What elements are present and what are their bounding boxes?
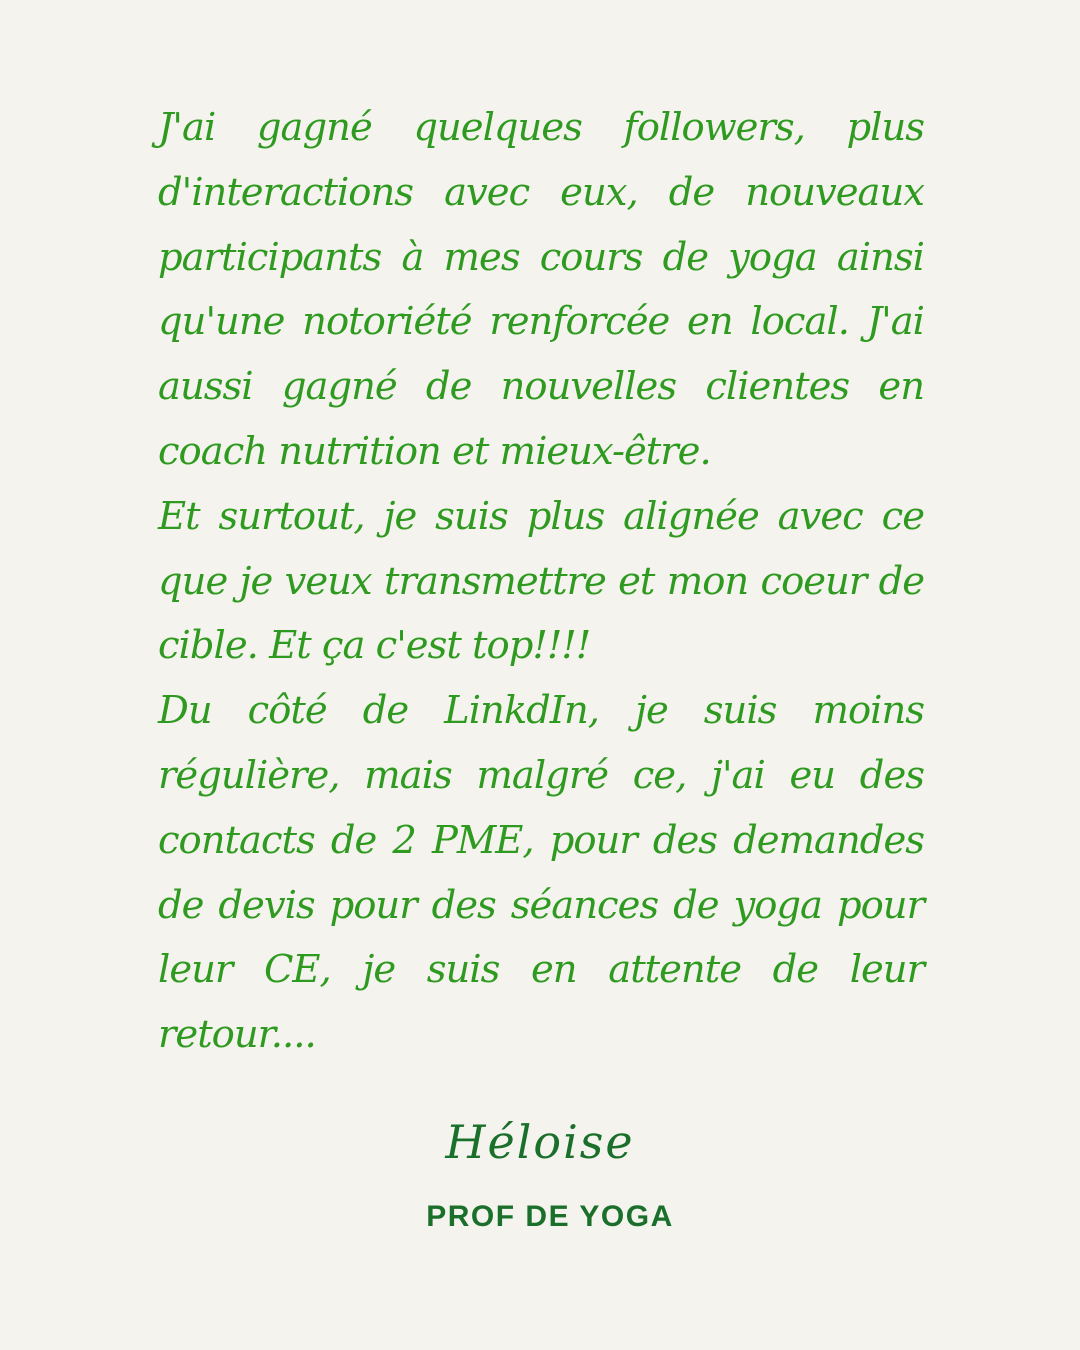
testimonial-paragraph-2: Et surtout, je suis plus alignée avec ce que je veux transmettre et mon coeur de cible. Et ça c'est top!!!! xyxy=(158,493,924,669)
testimonial-paragraph-1: J'ai gagné quelques followers, plus d'interactions avec eux, de nouveaux participants à mes cours de yoga ainsi qu'une notoriété renforcée en local. J'ai aussi gagné de nouvelles clientes en coach nutrition et mieux-être. xyxy=(158,105,924,474)
testimonial-paragraph-3: Du côté de LinkdIn, je suis moins régulière, mais malgré ce, j'ai eu des contacts de 2 PME, pour des demandes de devis pour des séances de yoga pour leur CE, je suis en attente de leur retour.... xyxy=(158,688,924,1058)
author-signature: Héloise xyxy=(445,1115,635,1169)
testimonial-quote xyxy=(158,96,924,1068)
author-role: PROF DE YOGA xyxy=(426,1200,674,1233)
